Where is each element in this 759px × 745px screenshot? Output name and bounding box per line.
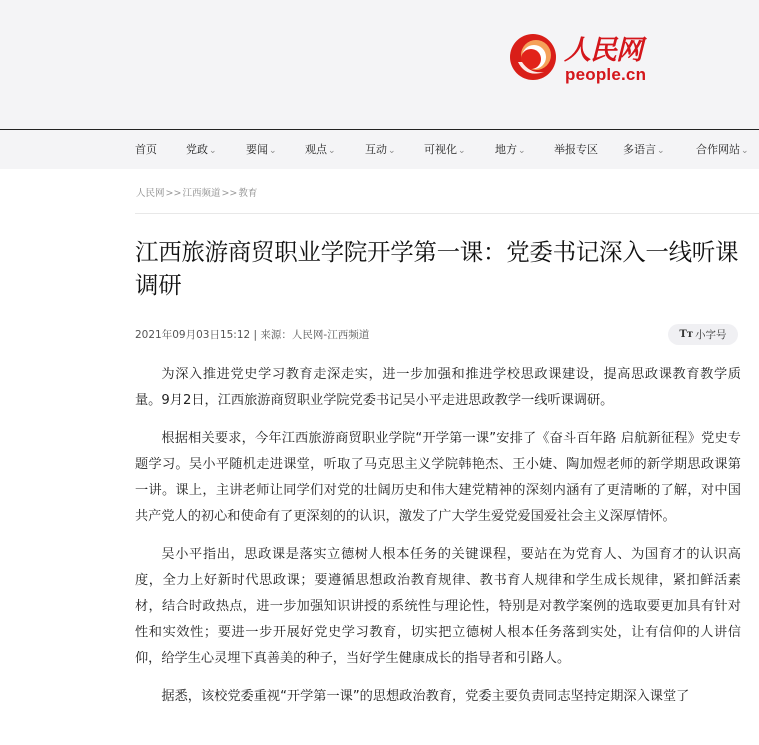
nav-item-news[interactable]	[246, 143, 277, 158]
nav-label: 互动	[365, 143, 387, 156]
article-paragraph: 吴小平指出，思政课是落实立德树人根本任务的关键课程，要站在为党育人、为国育才的认识高度，全力上好新时代思政课；要遵循思想政治教育规律、教书育人规律和学生成长规律，紧扣鲜活素材，结合时政热点，进一步加强知识讲授的系统性与理论性，特别是对教学案例的选取要更加具有针对性和实效性；要进一步开展好党史学习教育，切实把立德树人根本任务落到实处，让有信仰的人讲信仰，给学生心灵埋下真善美的种子，当好学生健康成长的指导者和引路人。	[135, 547, 741, 666]
nav-item-report-zone[interactable]	[554, 143, 598, 157]
nav-item-partner-sites[interactable]	[696, 143, 749, 158]
chevron-down-icon: ⌄	[388, 146, 396, 156]
nav-label: 观点	[305, 143, 327, 156]
source-label: 来源：	[260, 329, 292, 341]
article-paragraph: 根据相关要求，今年江西旅游商贸职业学院“开学第一课”安排了《奋斗百年路 启航新征程》党史专题学习。吴小平随机走进课堂，听取了马克思主义学院韩艳杰、王小婕、陶加煜老师的新学期思政课第一讲。课上，主讲老师让同学们对党的壮阔历史和伟大建党精神的深刻内涵有了更清晰的了解，对中国共产党人的初心和使命有了更深刻的的认识，激发了广大学生爱党爱国爱社会主义深厚情怀。	[135, 431, 741, 524]
breadcrumb-people-cn[interactable]: 人民网	[136, 188, 165, 199]
nav-item-visualization[interactable]	[424, 143, 466, 158]
nav-label: 举报专区	[554, 143, 598, 156]
chevron-down-icon: ⌄	[657, 146, 665, 156]
nav-item-home[interactable]	[135, 143, 157, 157]
article-paragraph: 据悉，该校党委重视“开学第一课”的思想政治教育，党委主要负责同志坚持定期深入课堂了	[161, 689, 690, 704]
chevron-down-icon: ⌄	[458, 146, 466, 156]
breadcrumb-separator: >>	[221, 188, 238, 199]
site-header	[0, 0, 759, 129]
nav-label: 党政	[186, 143, 208, 156]
logo-chinese-text: 人民网	[564, 35, 642, 66]
nav-label: 可视化	[424, 143, 457, 156]
breadcrumb-separator: >>	[165, 188, 182, 199]
nav-item-local[interactable]	[495, 143, 526, 158]
chevron-down-icon: ⌄	[518, 146, 526, 156]
breadcrumb	[136, 185, 257, 199]
logo-english-text: people.cn	[565, 65, 647, 84]
nav-label: 首页	[135, 143, 157, 156]
nav-item-opinion[interactable]	[305, 143, 336, 158]
nav-item-languages[interactable]	[623, 143, 665, 158]
article-body	[135, 362, 741, 722]
breadcrumb-education[interactable]: 教育	[238, 188, 258, 199]
article-paragraph: 为深入推进党史学习教育走深走实，进一步加强和推进学校思政课建设，提高思政课教育教学质量。9月2日，江西旅游商贸职业学院党委书记吴小平走进思政教学一线听课调研。	[135, 367, 741, 408]
chevron-down-icon: ⌄	[269, 146, 277, 156]
nav-item-party-gov[interactable]	[186, 143, 217, 158]
chevron-down-icon: ⌄	[209, 146, 217, 156]
main-nav	[0, 130, 759, 169]
logo-emblem-icon	[508, 32, 558, 82]
chevron-down-icon: ⌄	[328, 146, 336, 156]
nav-label: 多语言	[623, 143, 656, 156]
publish-date: 2021年09月03日15:12	[135, 329, 251, 341]
nav-item-interaction[interactable]	[365, 143, 396, 158]
text-size-icon: Tт	[679, 329, 694, 340]
nav-label: 合作网站	[696, 143, 740, 156]
nav-label: 地方	[495, 143, 517, 156]
people-cn-logo[interactable]	[508, 28, 658, 88]
article-title: 江西旅游商贸职业学院开学第一课：党委书记深入一线听课调研	[135, 238, 739, 299]
nav-label: 要闻	[246, 143, 268, 156]
chevron-down-icon: ⌄	[741, 146, 749, 156]
meta-separator: |	[250, 329, 261, 341]
article-meta	[135, 327, 369, 342]
font-size-toggle-button[interactable]	[668, 324, 738, 345]
font-size-label: 小字号	[695, 329, 727, 341]
source-link[interactable]: 人民网-江西频道	[291, 329, 370, 341]
breadcrumb-divider	[135, 213, 759, 214]
breadcrumb-jiangxi-channel[interactable]: 江西频道	[182, 188, 221, 199]
